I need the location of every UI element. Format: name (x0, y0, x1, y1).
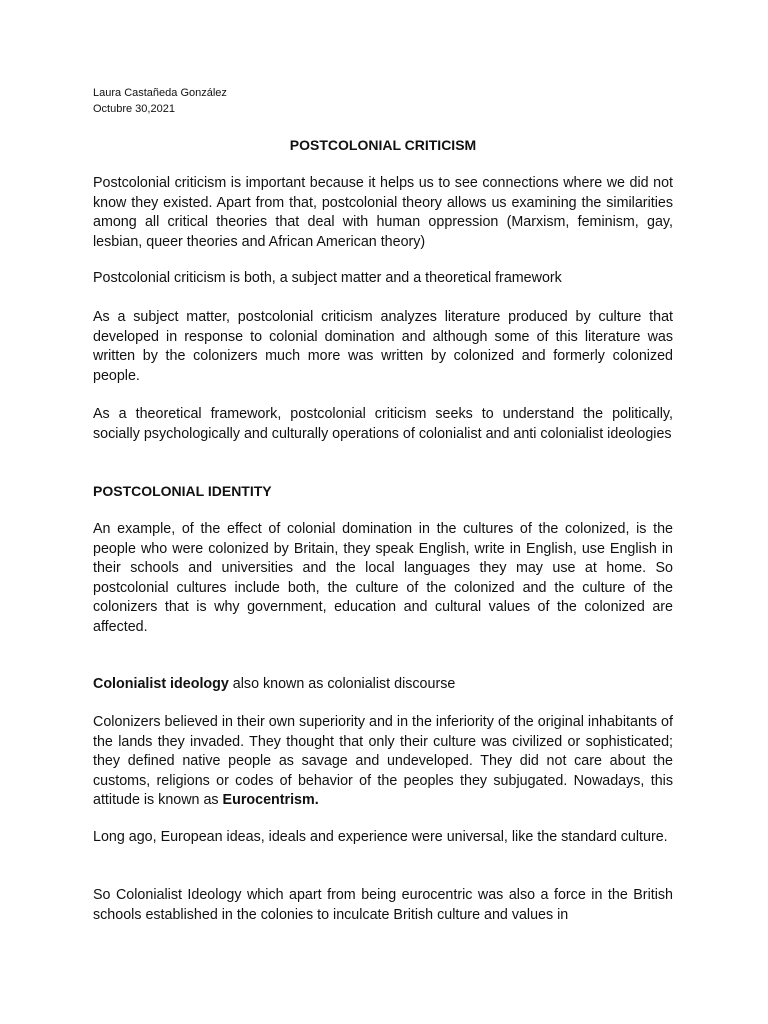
paragraph-colonizers (93, 713, 673, 811)
document-title: POSTCOLONIAL CRITICISM (289, 137, 477, 153)
document-page (93, 0, 673, 1024)
paragraph-british-schools: So Colonialist Ideology which apart from being eurocentric was also a force in the British schools established in the colonies to inculcate British culture and values in (93, 887, 673, 923)
term-colonialist-ideology: Colonialist ideology (93, 676, 229, 692)
paragraph-subject-and-framework: Postcolonial criticism is both, a subject matter and a theoretical framework (93, 270, 562, 286)
paragraph-subject-matter: As a subject matter, postcolonial criticism analyzes literature produced by culture that developed in response to colonial domination and although some of this literature was written by the colonizers much more was written by colonized and formerly colonized people. (93, 309, 673, 384)
paragraph-colonialist-ideology-text: also known as colonialist discourse (228, 676, 456, 692)
section-heading-identity: POSTCOLONIAL IDENTITY (93, 483, 272, 499)
author-name: Laura Castañeda González (93, 87, 227, 99)
document-date: Octubre 30,2021 (93, 103, 175, 115)
term-eurocentrism: Eurocentrism. (222, 792, 319, 808)
paragraph-theoretical-framework: As a theoretical framework, postcolonial criticism seeks to understand the politically, socially psychologically and culturally operations of colonialist and anti colonialist ideologies (93, 406, 673, 442)
paragraph-european-ideas: Long ago, European ideas, ideals and experience were universal, like the standard culture. (93, 829, 668, 845)
paragraph-colonizers-text: Colonizers believed in their own superiority and in the inferiority of the original inhabitants of the lands they invaded. They thought that only their culture was civilized or sophisticated; they defined native people as savage and undeveloped. They did not care about the customs, religions or codes of behavior of the peoples they subjugated. Nowadays, this attitude is known as (93, 714, 673, 808)
paragraph-importance: Postcolonial criticism is important because it helps us to see connections where we did not know they existed. Apart from that, postcolonial theory allows us examining the similarities among all critical theories that deal with human oppression (Marxism, feminism, gay, lesbian, queer theories and African American theory) (93, 175, 673, 250)
paragraph-colonialist-ideology (93, 675, 673, 695)
paragraph-identity-example: An example, of the effect of colonial domination in the cultures of the colonized, is the people who were colonized by Britain, they speak English, write in English, use English in their schools and universities and the local languages they may use at home. So postcolonial cultures include both, the culture of the colonized and the culture of the colonizers that is why government, education and cultural values of the colonized are affected. (93, 521, 673, 635)
